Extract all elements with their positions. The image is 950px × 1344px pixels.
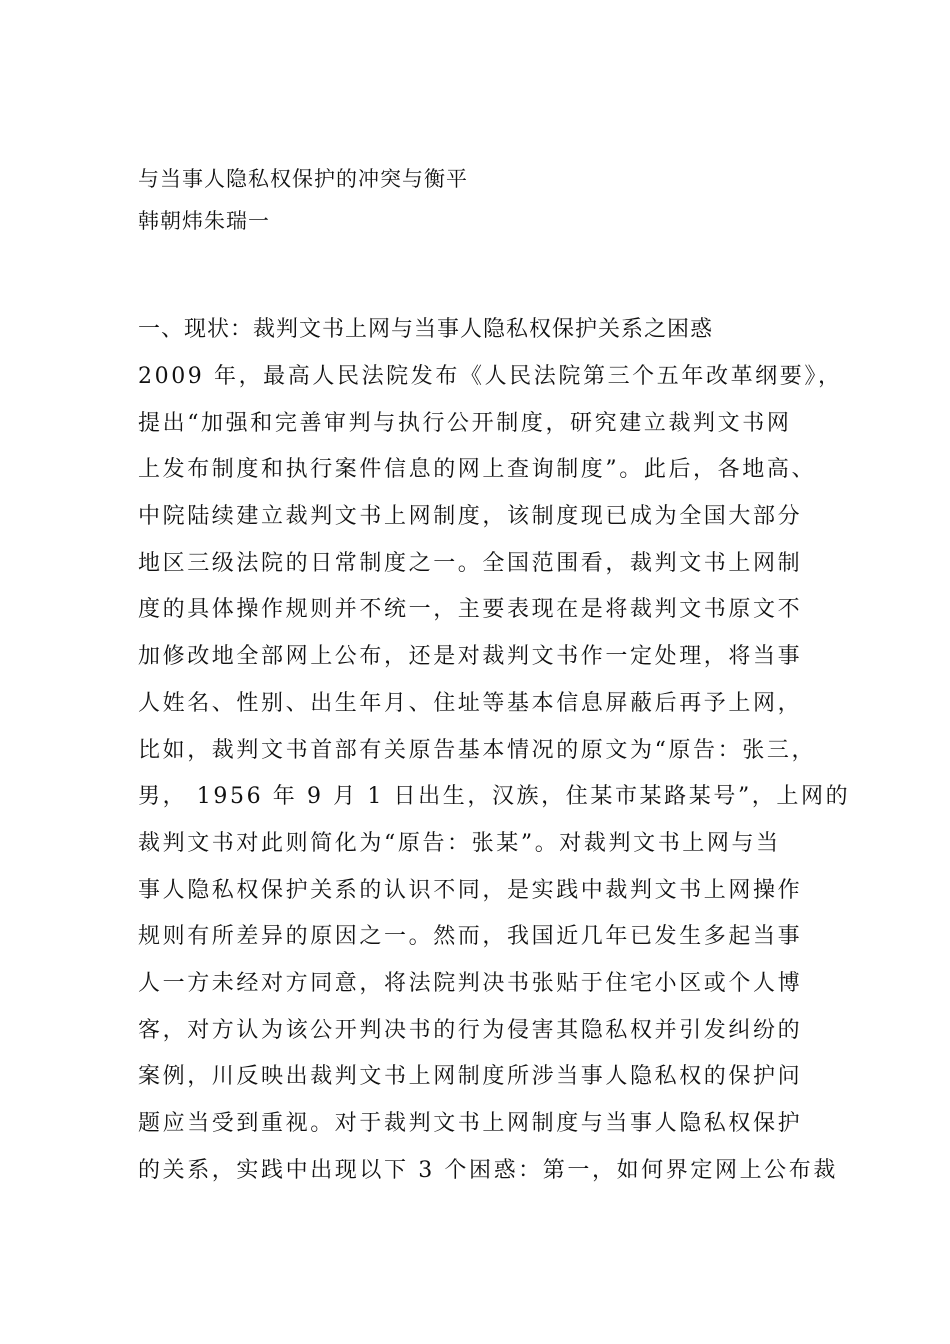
body-line: 规则有所差异的原因之一。然而，我国近几年已发生多起当事: [138, 924, 803, 950]
body-line: 人姓名、性别、出生年月、住址等基本信息屏蔽后再予上网，: [138, 690, 803, 716]
body-line: 比如，裁判文书首部有关原告基本情况的原文为“原告：张三，: [138, 737, 817, 763]
body-line: 男， 1956 年 9 月 1 日出生，汉族，住某市某路某号”，上网的: [138, 784, 851, 810]
body-line: 中院陆续建立裁判文书上网制度，该制度现已成为全国大部分: [138, 504, 803, 530]
body-line: 裁判文书对此则简化为“原告：张某”。对裁判文书上网与当: [138, 830, 781, 856]
body-line: 度的具体操作规则并不统一，主要表现在是将裁判文书原文不: [138, 597, 803, 623]
body-line: 案例，川反映出裁判文书上网制度所涉当事人隐私权的保护问: [138, 1064, 803, 1090]
body-line: 2009 年，最高人民法院发布《人民法院第三个五年改革纲要》，: [138, 364, 843, 389]
body-line: 题应当受到重视。对于裁判文书上网制度与当事人隐私权保护: [138, 1111, 803, 1136]
section-heading: 一、现状：裁判文书上网与当事人隐私权保护关系之困惑: [138, 317, 714, 342]
document-author: 韩朝炜朱瑞一: [138, 209, 270, 233]
body-paragraph: [138, 362, 868, 1202]
body-line: 上发布制度和执行案件信息的网上查询制度”。此后，各地高、: [138, 457, 817, 483]
body-line: 提出“加强和完善审判与执行公开制度，研究建立裁判文书网: [138, 410, 792, 436]
body-line: 人一方未经对方同意，将法院判决书张贴于住宅小区或个人博: [138, 970, 803, 996]
document-title: 与当事人隐私权保护的冲突与衡平: [138, 167, 468, 191]
body-line: 地区三级法院的日常制度之一。全国范围看，裁判文书上网制: [138, 550, 803, 576]
body-line: 客，对方认为该公开判决书的行为侵害其隐私权并引发纠纷的: [138, 1017, 803, 1043]
body-line: 事人隐私权保护关系的认识不同，是实践中裁判文书上网操作: [138, 877, 803, 903]
body-line: 的关系，实践中出现以下 3 个困惑：第一，如何界定网上公布裁: [138, 1157, 838, 1183]
body-line: 加修改地全部网上公布，还是对裁判文书作一定处理，将当事: [138, 644, 803, 670]
